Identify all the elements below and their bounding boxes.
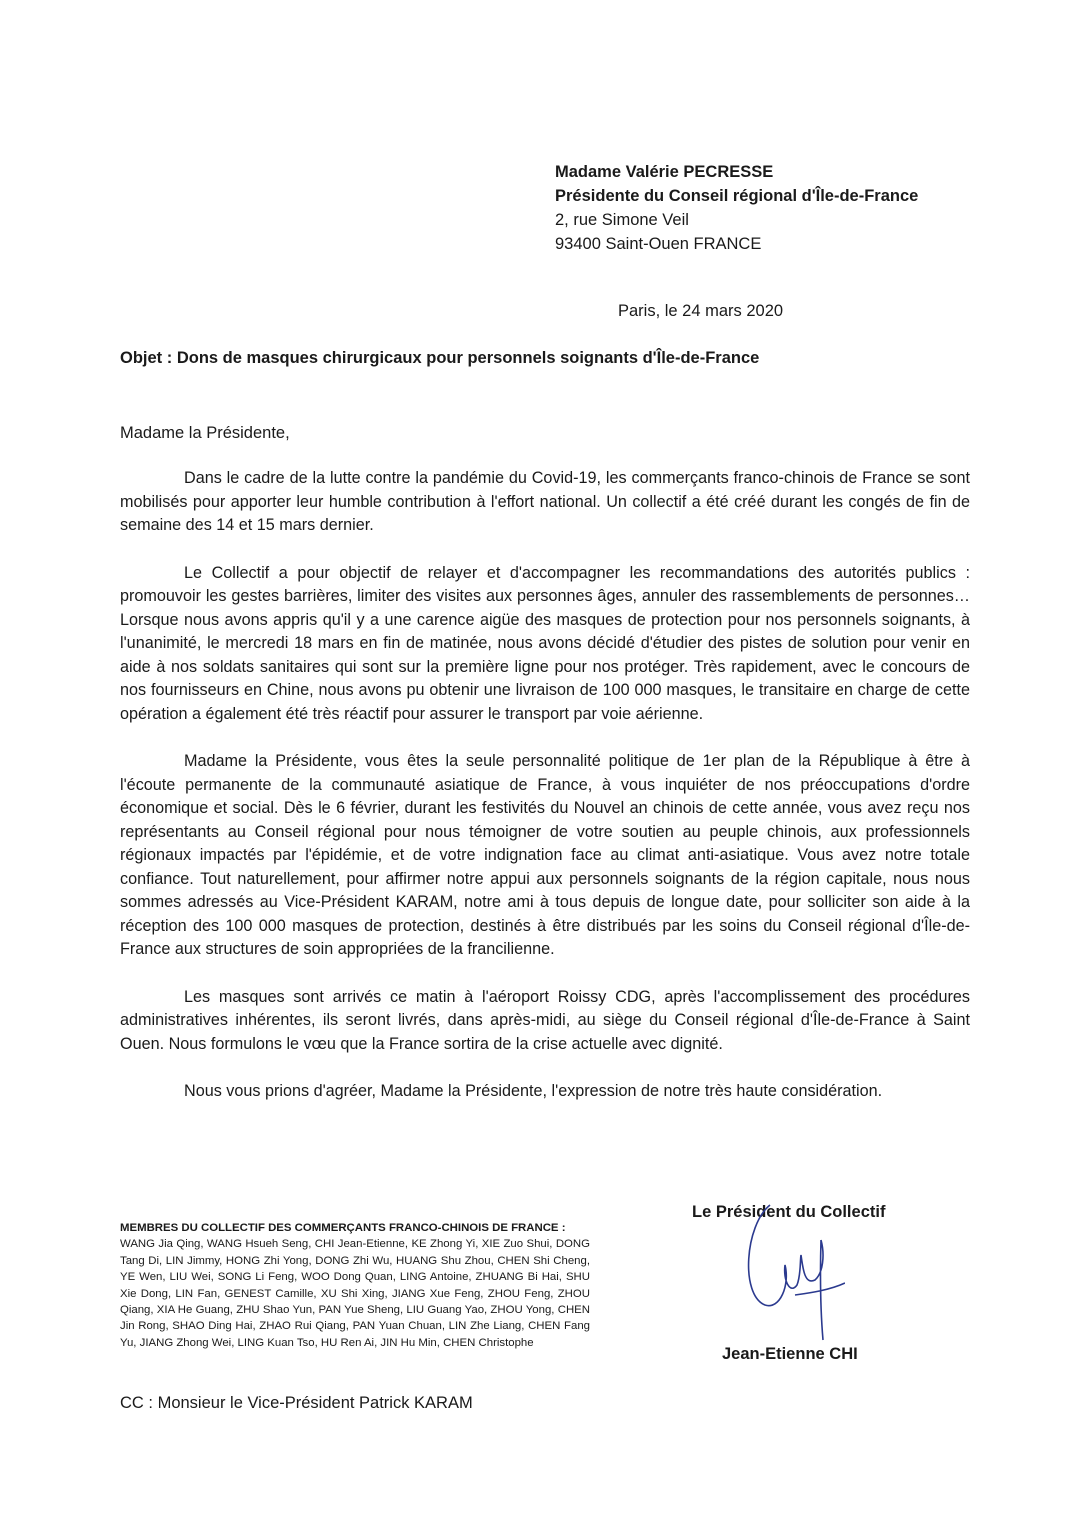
paragraph: Les masques sont arrivés ce matin à l'aéroport Roissy CDG, après l'accomplissement des procédures administratives inhérentes, ils seront livrés, dans après-midi, au siège du Conseil régional d'Île-de-France à Saint Ouen. Nous formulons le vœu que la France sortira de la crise actuelle avec dignité. bbox=[120, 987, 970, 1053]
recipient-street: 2, rue Simone Veil bbox=[555, 211, 689, 229]
signatory-name: Jean-Etienne CHI bbox=[722, 1345, 858, 1363]
letter-date: Paris, le 24 mars 2020 bbox=[618, 302, 784, 320]
members-heading: MEMBRES DU COLLECTIF DES COMMERÇANTS FRANCO-CHINOIS DE FRANCE : bbox=[120, 1222, 566, 1234]
closing-paragraph: Nous vous prions d'agréer, Madame la Présidente, l'expression de notre très haute considération. bbox=[184, 1082, 883, 1100]
members-list bbox=[120, 1220, 590, 1351]
recipient-address bbox=[555, 160, 918, 256]
letter-subject: Objet : Dons de masques chirurgicaux pour personnels soignants d'Île-de-France bbox=[120, 349, 760, 367]
letter-body bbox=[120, 467, 970, 1128]
salutation: Madame la Présidente, bbox=[120, 424, 290, 442]
paragraph: Le Collectif a pour objectif de relayer et d'accompagner les recommandations des autorités publics : promouvoir les gestes barrières, limiter des visites aux personnes âges, annuler des rassemblements de personnes… Lorsque nous avons appris qu'il y a une carence aigüe des masques de protection pour nos personnels soignants, à l'unanimité, le mercredi 18 mars en fin de matinée, nous avons décidé d'étudier des pistes de solution pour venir en aide à nos soldats sanitaires qui sont sur la première ligne pour nos protéger. Très rapidement, avec le concours de nos fournisseurs en Chine, nous avons pu obtenir une livraison de 100 000 masques, le transitaire en charge de cette opération a également été très réactif pour assurer le transport par voie aérienne. bbox=[120, 563, 970, 723]
members-names: WANG Jia Qing, WANG Hsueh Seng, CHI Jean-Etienne, KE Zhong Yi, XIE Zuo Shui, DONG Tang Di, LIN Jimmy, HONG Zhi Yong, DONG Zhi Wu, HUANG Shu Zhou, CHEN Shi Cheng, YE Wen, LIU Wei, SONG Li Feng, WOO Dong Quan, LING Antoine, ZHUANG Bi Hai, SHU Xie Dong, LIN Fan, GENEST Camille, XU Shi Xing, JIANG Xue Feng, ZHOU Feng, ZHOU Qiang, XIA He Guang, ZHU Shao Yun, PAN Yue Sheng, LIU Guang Yao, ZHOU Yong, CHEN Jin Rong, SHAO Ding Hai, ZHAO Rui Qiang, PAN Yuan Chuan, LIN Zhe Liang, CHEN Fang Yu, JIANG Zhong Wei, LING Kuan Tso, HU Ren Ai, JIN Hu Min, CHEN Christophe bbox=[120, 1238, 590, 1349]
recipient-city: 93400 Saint-Ouen FRANCE bbox=[555, 235, 762, 253]
carbon-copy: CC : Monsieur le Vice-Président Patrick KARAM bbox=[120, 1394, 473, 1412]
recipient-title: Présidente du Conseil régional d'Île-de-France bbox=[555, 187, 919, 205]
paragraph: Madame la Présidente, vous êtes la seule personnalité politique de 1er plan de la République à être à l'écoute permanente de la communauté asiatique de France, à vous inquiéter de nos préoccupations d'ordre économique et social. Dès le 6 février, durant les festivités du Nouvel an chinois de cette année, vous avez reçu nos représentants au Conseil régional pour nous témoigner de votre soutien au peuple chinois, aux professionnels régionaux impactés par l'épidémie, et de votre indignation face au climat anti-asiatique. Vous avez notre totale confiance. Tout naturellement, pour affirmer notre appui aux personnels soignants de la région capitale, nous nous sommes adressés au Vice-Président KARAM, notre ami à tous depuis de longue date, pour solliciter son aide à la réception des 100 000 masques de protection, destinés à être distribués par les soins du Conseil régional d'Île-de-France aux structures de soin appropriées de la francilienne. bbox=[120, 752, 970, 958]
handwritten-signature bbox=[735, 1185, 845, 1345]
paragraph: Dans le cadre de la lutte contre la pandémie du Covid-19, les commerçants franco-chinois de France se sont mobilisés pour apporter leur humble contribution à l'effort national. Un collectif a été créé durant les congés de fin de semaine des 14 et 15 mars dernier. bbox=[120, 469, 970, 534]
recipient-name: Madame Valérie PECRESSE bbox=[555, 163, 774, 181]
signatory-title: Le Président du Collectif bbox=[692, 1203, 886, 1221]
